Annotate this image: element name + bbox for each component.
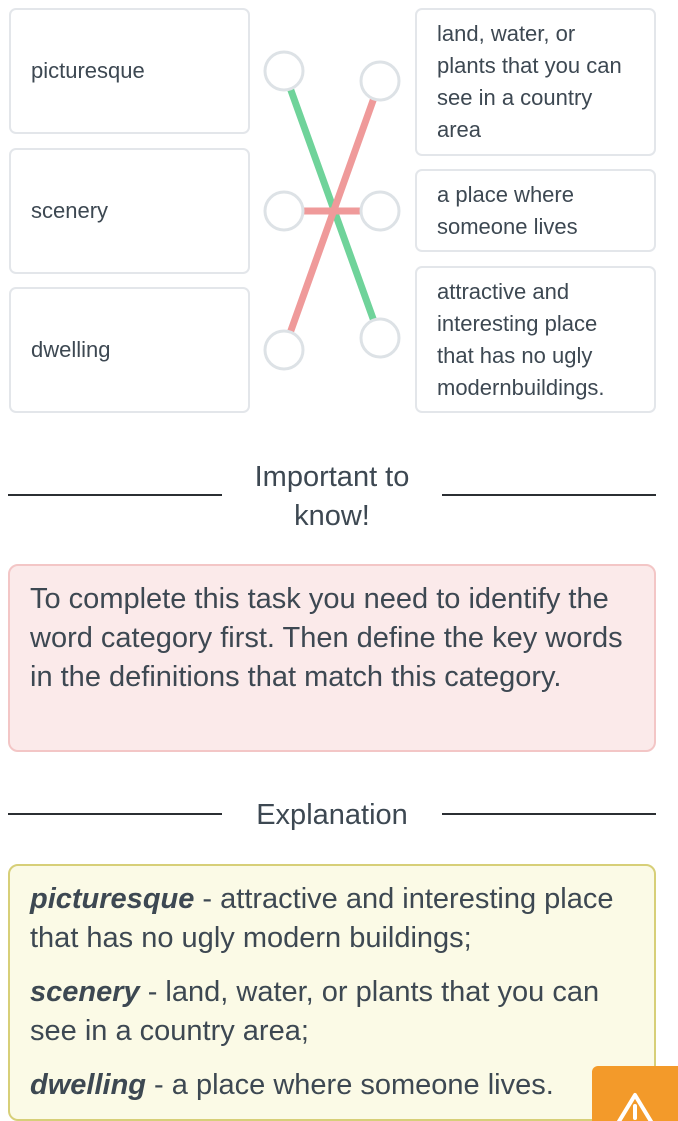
divider-line bbox=[8, 813, 222, 815]
explanation-box bbox=[8, 864, 656, 1121]
right-item-label: a place where someone lives bbox=[437, 181, 578, 239]
left-item-label: picturesque bbox=[31, 58, 145, 83]
warning-triangle-icon bbox=[592, 1066, 678, 1121]
explanation-definition: - attractive and interesting place that has no ugly modern buildings; bbox=[30, 883, 614, 954]
left-handle-scenery[interactable] bbox=[265, 192, 303, 230]
right-item-label: attractive and interesting place that has no ugly modernbuildings. bbox=[437, 278, 605, 400]
left-handle-dwelling[interactable] bbox=[265, 331, 303, 369]
divider-line bbox=[8, 494, 222, 496]
report-warning-button[interactable] bbox=[592, 1066, 678, 1121]
right-item-label: land, water, or plants that you can see in a country area bbox=[437, 21, 622, 142]
explanation-definition: - a place where someone lives. bbox=[146, 1069, 554, 1101]
explanation-term: picturesque bbox=[30, 883, 195, 915]
important-note bbox=[8, 564, 656, 752]
important-title: Important to know! bbox=[254, 461, 410, 532]
explanation-title: Explanation bbox=[256, 799, 408, 831]
right-handle-attractive-place[interactable] bbox=[361, 319, 399, 357]
matching-connectors bbox=[0, 0, 678, 430]
right-handle-someone-lives[interactable] bbox=[361, 192, 399, 230]
explanation-entry bbox=[30, 973, 634, 1051]
left-handle-picturesque[interactable] bbox=[265, 52, 303, 90]
explanation-term: scenery bbox=[30, 976, 140, 1008]
left-item-label: scenery bbox=[31, 198, 109, 223]
explanation-entry bbox=[30, 880, 634, 958]
explanation-term: dwelling bbox=[30, 1069, 146, 1101]
right-handle-country-area[interactable] bbox=[361, 62, 399, 100]
divider-line bbox=[442, 813, 656, 815]
explanation-definition: - land, water, or plants that you can see in a country area; bbox=[30, 976, 600, 1047]
left-item-label: dwelling bbox=[31, 337, 111, 362]
explanation-entry bbox=[30, 1066, 634, 1105]
important-note-text: To complete this task you need to identify the word category first. Then define the key words in the definitions that match this category. bbox=[30, 583, 623, 693]
divider-line bbox=[442, 494, 656, 496]
